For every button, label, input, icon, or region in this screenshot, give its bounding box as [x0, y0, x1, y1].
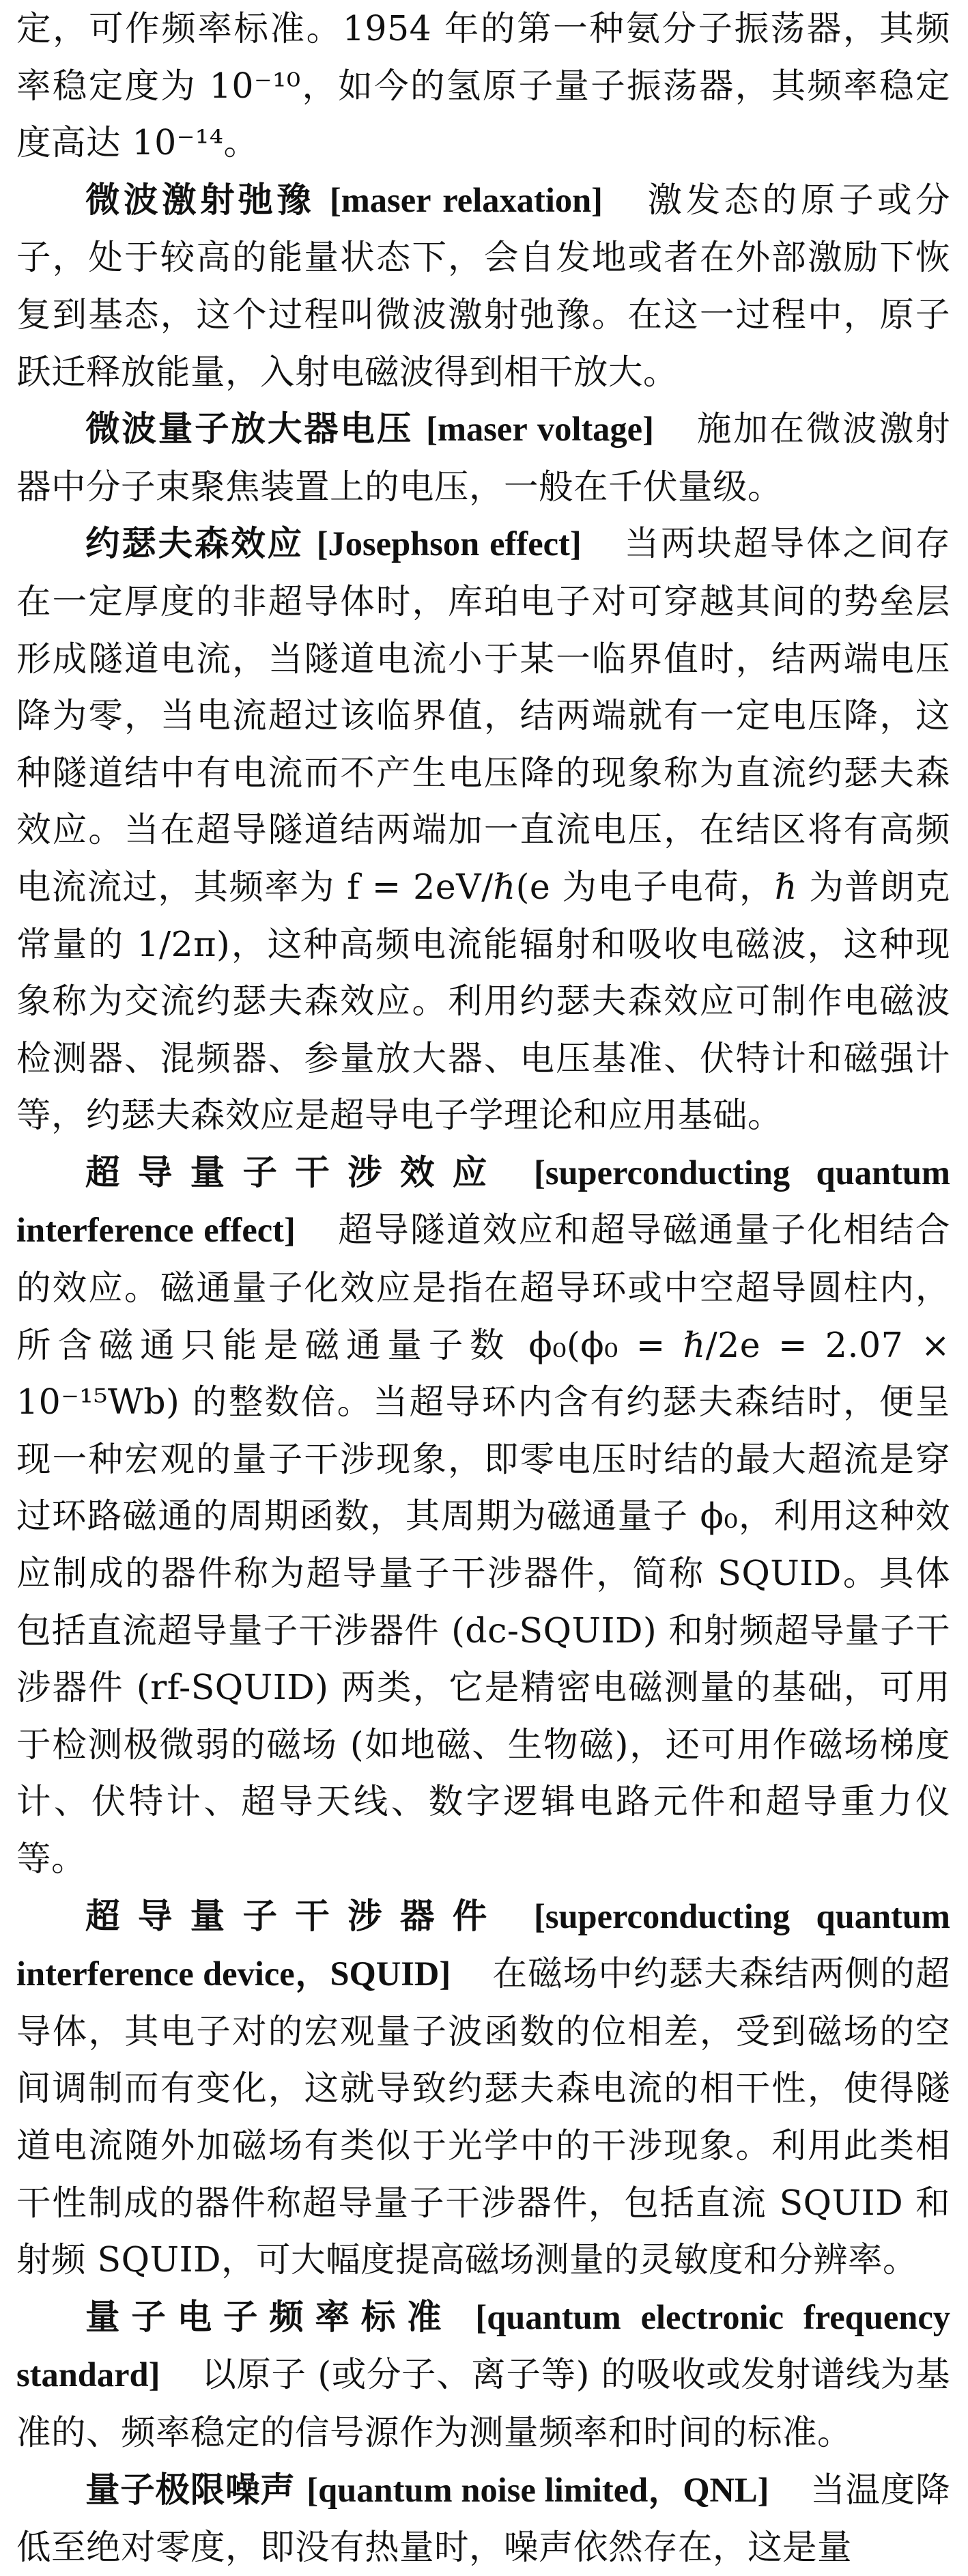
- entry-term: 超导量子干涉效应: [85, 1151, 505, 1192]
- entry-english: [Josephson effect]: [316, 524, 582, 563]
- entry-definition: 在磁场中约瑟夫森结两侧的超导体，其电子对的宏观量子波函数的位相差，受到磁场的空间调制而有变化，这就导致约瑟夫森电流的相干性，使得隧道电流随外加磁场有类似于光学中的干涉现象。利用此类相干性制成的器件称超导量子干涉器件，包括直流 SQUID 和射频 SQUID，可大幅度提高磁场测量的灵敏度和分辨率。: [16, 1953, 951, 2280]
- entry-maser-voltage: [16, 400, 950, 515]
- entry-frequency-standard: [16, 2288, 950, 2461]
- entry-english: [maser voltage]: [426, 410, 654, 449]
- entry-english: [superconducting quantum interference device，SQUID]: [16, 1896, 951, 1993]
- entry-term: 量子电子频率标准: [85, 2296, 453, 2337]
- entry-squid-effect: [16, 1144, 950, 1888]
- entry-term: 超导量子干涉器件: [85, 1895, 505, 1936]
- entry-term: 量子极限噪声: [85, 2469, 296, 2510]
- entry-definition: 超导隧道效应和超导磁通量子化相结合的效应。磁通量子化效应是指在超导环或中空超导圆柱内，所含磁通只能是磁通量子数 ϕ₀(ϕ₀ = ℏ/2e = 2.07 × 10⁻¹⁵Wb) 的整数倍。当超导环内含有约瑟夫森结时，便呈现一种宏观的量子干涉现象，即零电压时结的最大超流是穿过环路磁通的周期函数，其周期为磁通量子 ϕ₀，利用这种效应制成的器件称为超导量子干涉器件，简称 SQUID。具体包括直流超导量子干涉器件 (dc-SQUID) 和射频超导量子干涉器件 (rf-SQUID) 两类，它是精密电磁测量的基础，可用于检测极微弱的磁场 (如地磁、生物磁)，还可用作磁场梯度计、伏特计、超导天线、数字逻辑电路元件和超导重力仪等。: [16, 1209, 951, 1879]
- entry-english: [quantum noise limited，QNL]: [307, 2470, 769, 2509]
- entry-term: 微波激射弛豫: [85, 179, 315, 220]
- entry-english: [superconducting quantum interference effect]: [16, 1153, 951, 1250]
- entry-squid-device: [16, 1888, 950, 2288]
- entry-josephson-effect: [16, 515, 950, 1144]
- entry-quantum-noise-limited: [16, 2461, 950, 2576]
- intro-paragraph: 定，可作频率标准。1954 年的第一种氨分子振荡器，其频率稳定度为 10⁻¹⁰，如今的氢原子量子振荡器，其频率稳定度高达 10⁻¹⁴。: [16, 8, 950, 163]
- entry-english: [maser relaxation]: [329, 180, 603, 219]
- entry-definition: 以原子 (或分子、离子等) 的吸收或发射谱线为基准的、频率稳定的信号源作为测量频率和时间的标准。: [16, 2354, 950, 2452]
- entry-term: 微波量子放大器电压: [85, 408, 414, 449]
- entry-definition: 激发态的原子或分子，处于较高的能量状态下，会自发地或者在外部激励下恢复到基态，这个过程叫微波激射弛豫。在这一过程中，原子跃迁释放能量，入射电磁波得到相干放大。: [16, 179, 950, 392]
- entry-definition: 施加在微波激射器中分子束聚焦装置上的电压，一般在千伏量级。: [16, 408, 951, 507]
- entry-definition: 当两块超导体之间存在一定厚度的非超导体时，库珀电子对可穿越其间的势垒层形成隧道电流，当隧道电流小于某一临界值时，结两端电压降为零，当电流超过该临界值，结两端就有一定电压降，这种隧道结中有电流而不产生电压降的现象称为直流约瑟夫森效应。当在超导隧道结两端加一直流电压，在结区将有高频电流流过，其频率为 f = 2eV/ℏ(e 为电子电荷，ℏ 为普朗克常量的 1/2π)，这种高频电流能辐射和吸收电磁波，这种现象称为交流约瑟夫森效应。利用约瑟夫森效应可制作电磁波检测器、混频器、参量放大器、电压基准、伏特计和磁强计等，约瑟夫森效应是超导电子学理论和应用基础。: [16, 523, 950, 1136]
- entry-definition: 当温度降低至绝对零度，即没有热量时，噪声依然存在，这是量: [16, 2469, 951, 2568]
- entry-term: 约瑟夫森效应: [85, 523, 304, 564]
- entry-english: [quantum electronic frequency standard]: [16, 2297, 950, 2394]
- entry-maser-relaxation: [16, 171, 950, 400]
